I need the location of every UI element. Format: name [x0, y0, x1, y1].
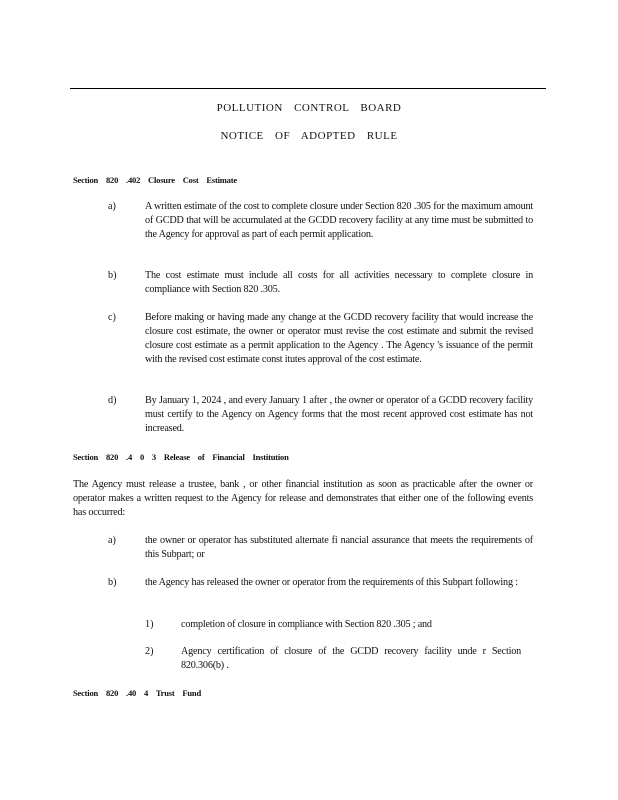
release-item-b-text: the Agency has released the owner or operator from the requirements of this Subpart following :: [145, 577, 518, 588]
item-a-label: a): [108, 201, 116, 212]
subitem-2-text: Agency certification of closure of the GCDD recovery facility unde r Section 820.306(b) .: [181, 646, 521, 671]
item-d-text: By January 1, 2024 , and every January 1 after , the owner or operator of a GCDD recovery facility must certify to the Agency on Agency forms that the most recent approved cost estimate has not increased.: [145, 395, 533, 434]
section-403-intro: The Agency must release a trustee, bank , or other financial institution as soon as practicable after the owner or operator makes a written request to the Agency for release and demonstrates that either one of the following events has occurred:: [73, 479, 533, 518]
item-b-label: b): [108, 270, 117, 281]
subitem-1-text: completion of closure in compliance with Section 820 .305 ; and: [181, 619, 432, 630]
item-c-label: c): [108, 312, 116, 323]
board-title: POLLUTION CONTROL BOARD: [216, 102, 402, 114]
section-404-heading: Section 820 .40 4 Trust Fund: [73, 688, 201, 698]
notice-title: NOTICE OF ADOPTED RULE: [220, 130, 398, 142]
item-b-text: The cost estimate must include all costs for all activities necessary to complete closure in compliance with Section 820 .305.: [145, 270, 533, 295]
top-rule: [70, 88, 546, 89]
item-c-text: Before making or having made any change at the GCDD recovery facility that would increase the closure cost estimate, the owner or operator must revise the cost estimate and submit the revised closure cost estimate as a permit application to the Agency . The Agency 's issuance of the permit with the revised cost estimate const itutes approval of the cost estimate.: [145, 312, 533, 365]
item-d-label: d): [108, 395, 117, 406]
section-403-heading: Section 820 .4 0 3 Release of Financial Institution: [73, 452, 289, 462]
subitem-2-label: 2): [145, 646, 154, 657]
item-a-text: A written estimate of the cost to complete closure under Section 820 .305 for the maximum amount of GCDD that will be accumulated at the GCDD recovery facility at any time must be submitted to the Agency for approval as part of each permit application.: [145, 201, 533, 240]
release-item-a-label: a): [108, 535, 116, 546]
release-item-a-text: the owner or operator has substituted alternate fi nancial assurance that meets the requirements of this Subpart; or: [145, 535, 533, 560]
section-402-heading: Section 820 .402 Closure Cost Estimate: [73, 175, 237, 185]
subitem-1-label: 1): [145, 619, 154, 630]
release-item-b-label: b): [108, 577, 117, 588]
